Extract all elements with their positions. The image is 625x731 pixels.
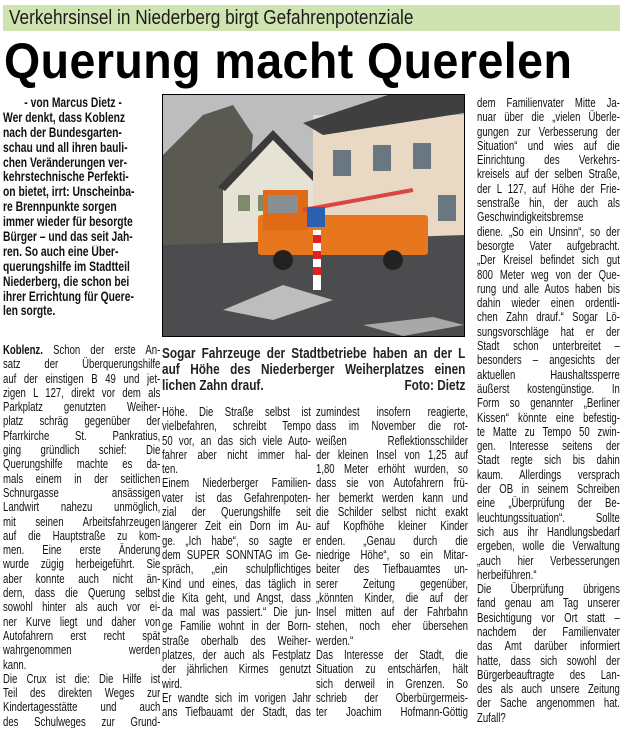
lead-line: immer wieder für besorgte (3, 215, 133, 230)
text-line: besonders – angesichts der (477, 353, 620, 368)
text-line: mit seinen Arbeitsfahrzeugen (3, 514, 160, 529)
text-line: „auch hier Verbesserungen (477, 553, 620, 568)
text-line: Kindertagesstätte und auch (3, 700, 160, 715)
lead-line: re Brennpunkte sorgen (3, 200, 117, 215)
text-line: Die Überprüfung übrigens (477, 582, 620, 597)
text-line: die Schilder selbst nicht exakt (316, 505, 468, 520)
text-line: wahrgenommen werden (3, 643, 160, 658)
text-line: der L 127, auf Höhe der Frie- (477, 181, 620, 196)
text-line: Kissen“ könnte eine befestig- (477, 410, 620, 425)
text-line: Einem Niederberger Familien- (162, 476, 311, 491)
text-line: dem Familienvater Mitte Ja- (477, 96, 620, 110)
text-line: Besichtigung vor Ort statt – (477, 610, 620, 625)
body-column-3 (316, 405, 468, 730)
kicker-band (3, 5, 620, 31)
text-line: platz schräg gegenüber der (3, 414, 160, 429)
text-line: Geschwindigkeitsbremse (477, 210, 584, 225)
text-line: Schnurgasse ansässigen (3, 485, 160, 500)
article-photo (162, 94, 465, 337)
lead-line: schau und all ihren bauli- (3, 140, 128, 155)
text-line: Situation zu entschärfen, hält (316, 662, 468, 677)
text-line: Querungshilfe machte es da- (3, 457, 160, 472)
text-line: des als auch unsere Zeitung (477, 682, 620, 697)
body-column-1 (3, 343, 160, 728)
text-line: mals einem in der seitlichen (3, 471, 160, 486)
lead-line: len sorgte. (3, 304, 56, 319)
text-line: niedrige Höhe“, so ein Mitar- (316, 547, 468, 562)
text-line: dem SUPER SONNTAG im Ge- (162, 547, 311, 562)
body-column-4 (477, 96, 620, 730)
headline: Querung macht Querelen (4, 33, 573, 89)
text-line: herbeiführen.“ (477, 567, 537, 582)
text-line: „könnten Kinder, die auf der (316, 590, 468, 605)
text-line: Das Interesse der Stadt, die (316, 648, 468, 663)
text-line: Kind und eines, das täglich in (162, 576, 311, 591)
text-line: dass sie von Autofahrern frü- (316, 476, 468, 491)
lead-line: chen Veränderungen ver- (3, 155, 128, 170)
text-line: fand genau am Tag unserer (477, 596, 620, 611)
text-line: spräch, „ein schulpflichtiges (162, 562, 311, 577)
text-line: enden. „Genau durch die (316, 533, 468, 548)
text-line: vielbefahren, schreibt Tempo (162, 419, 311, 434)
text-line: ten. (162, 462, 178, 477)
text-line: Höhe. Die Straße selbst ist (162, 405, 311, 419)
text-line: platzes, der auch als Festplatz (162, 648, 311, 663)
text-line: senstraße hin, der auch als (477, 196, 620, 211)
text-line: wurde zügig herbeigeführt. Sie (3, 557, 160, 572)
text-line: dahin wieder einen ordentli- (477, 296, 620, 311)
text-line: gungen zur Verbesserung der (477, 124, 620, 139)
text-line: nuar über die „vielen Überle- (477, 110, 620, 125)
caption-line: auf Höhe des Niederberger Weiherplatzes einen (162, 362, 466, 378)
text-line: nachdem der Familienvater (477, 624, 620, 639)
text-line: kreisels auf der selben Straße, (477, 167, 620, 182)
text-line: gen. Interesse seitens der (477, 439, 620, 454)
text-line: kaum. Allerdings versprach (477, 467, 620, 482)
text-line: da mal was passiert.“ Die jun- (162, 605, 311, 620)
text-line: Bürgerbeauftragte des Lan- (477, 667, 620, 682)
text-line: ans Tiefbauamt der Stadt, das (162, 705, 311, 720)
text-line: das Amt darüber informiert (477, 639, 620, 654)
text-line: Zufall? (477, 710, 506, 725)
text-line: zigen L 127, direkt vor dem als (3, 385, 160, 400)
dateline: Koblenz. (3, 343, 43, 357)
body-column-2 (162, 405, 311, 730)
lead-line: Bürger – und das seit Jah- (3, 230, 133, 245)
text-line: beiter des Tiefbauamtes un- (316, 562, 468, 577)
text-line: Teil des direkten Weges zur (3, 686, 160, 701)
text-line: ging gründlich schief: Die (3, 443, 160, 458)
text-line: dern, dass die Querung selbst (3, 586, 160, 601)
text-line: Stadt schon unterbreitet – (477, 339, 620, 354)
text-line: Pfarrkirche St. Pankratius, (3, 428, 160, 443)
lead-line: ren. So auch eine Über- (3, 244, 119, 259)
text-line: auf der einstigen B 49 und jet- (3, 371, 160, 386)
text-line: serer Zeitung gegenüber, (316, 576, 468, 591)
text-line: Er wandte sich im vorigen Jahr (162, 690, 311, 705)
text-line: Situation“ und wies auf die (477, 138, 620, 153)
text-line: eine „Überprüfung der Be- (477, 496, 620, 511)
text-line: zial der Querungshilfe seit (162, 505, 311, 520)
text-line: Die Crux ist die: Die Hilfe ist (3, 671, 160, 686)
text-line: der Sache angenommen hat. (477, 696, 620, 711)
text-line: men. Eine erste Änderung (3, 543, 160, 558)
text-line: kann. (3, 657, 27, 672)
text-line: vater ist das Gefahrenpoten- (162, 490, 311, 505)
text-line: straße oberhalb des Weiher- (162, 633, 311, 648)
text-line: weißen Reflektionsschilder (316, 433, 468, 448)
text-line: des Schulweges zur Grund- (3, 714, 160, 728)
text-line: 50 vor, an das sich viele Auto- (162, 433, 311, 448)
lead-line: Wer denkt, dass Koblenz (3, 110, 126, 125)
text-line: te Matte zu Tempo 50 zwin- (477, 424, 620, 439)
text-line: Autofahrern erst recht spät (3, 628, 160, 643)
lead-line: kehrstechnische Perfekti- (3, 170, 129, 185)
kicker-text: Verkehrsinsel in Niederberg birgt Gefahrenpotenziale (9, 7, 414, 29)
text-line: sowohl hinter als auch vor ei- (3, 600, 160, 615)
caption-line: Sogar Fahrzeuge der Stadtbetriebe haben an der L (162, 346, 466, 362)
text-line: auf Kopfhöhe kleiner Kinder (316, 519, 468, 534)
text-line: die Kita geht, und Angst, dass (162, 590, 311, 605)
lead-line: ihrer Errichtung für Quere- (3, 289, 134, 304)
text-line: her bemerkt werden kann und (316, 490, 468, 505)
lead-line: nach der Bundesgarten- (3, 125, 122, 140)
text-line: auf die Hauptstraße zu kom- (3, 528, 160, 543)
text-line: sich aus ihr Handlungsbedarf (477, 524, 620, 539)
text-line: fahrer aber nicht immer hal- (162, 447, 311, 462)
street-scene-image (163, 95, 464, 336)
text-line: chen Zahn drauf.“ Sogar Lö- (477, 310, 620, 325)
text-line: rung und alle Autos haben bis (477, 281, 620, 296)
text-line: Form so genannter „Berliner (477, 396, 620, 411)
text-line-rest: Schon der erste An- (42, 343, 160, 357)
photo-credit: Foto: Dietz (404, 378, 466, 394)
text-line: aktuellen Haushaltssperre (477, 367, 620, 382)
text-line: 1,80 Meter erhöht wurden, so (316, 462, 468, 477)
text-line: leuchtungssituation“. Sollte (477, 510, 620, 525)
text-line: der jährlichen Kirmes genutzt (162, 662, 311, 677)
text-line: zumindest insofern reagierte, (316, 405, 468, 419)
article-lead (3, 96, 160, 326)
text-line: ergeben, wolle die Verwaltung (477, 539, 620, 554)
text-line: äußerst kostengünstige. In (477, 381, 620, 396)
text-line: stehen, noch eher übersehen (316, 619, 468, 634)
text-line: werden.“ (316, 633, 354, 648)
text-line: „Der Kreisel befindet sich gut (477, 253, 620, 268)
text-line: längerer Zeit ein Dorn im Au- (162, 519, 311, 534)
text-line: 800 Meter weg von der Que- (477, 267, 620, 282)
lead-line: Niederberg, die schon bei (3, 274, 130, 289)
text-line: Einrichtung des Verkehrs- (477, 153, 620, 168)
text-line: Insel mitten auf der Fahrbahn (316, 605, 468, 620)
text-line: ge Familie wohnt in der Born- (162, 619, 311, 634)
text-line: ner Kurve liegt und daher von (3, 614, 160, 629)
text-line: sungsvorschläge hat er der (477, 324, 620, 339)
text-line: diene. „So ein Unsinn“, so der (477, 224, 620, 239)
text-line: der kleinen Insel von 1,25 auf (316, 447, 468, 462)
text-line (3, 343, 160, 357)
text-line: der OB in seinem Schreiben (477, 482, 620, 497)
text-line: sich derweil in Grenzen. So (316, 676, 468, 691)
text-line: Parkplatz genutzten Weiher- (3, 400, 160, 415)
text-line: wird. (162, 676, 183, 691)
text-line: ge. „Ich habe“, so sagte er (162, 533, 311, 548)
photo-caption (162, 346, 465, 394)
text-line: Landwirt nahezu unmöglich, (3, 500, 160, 515)
text-line: aber konnte auch nicht än- (3, 571, 160, 586)
text-line: besorgte Vater aufgebracht. (477, 238, 620, 253)
text-line: dass im November die rot- (316, 419, 468, 434)
text-line: ter Joachim Hofmann-Göttig (316, 705, 468, 720)
caption-line: lichen Zahn drauf. (162, 378, 264, 394)
text-line: satz der Überquerungshilfe (3, 357, 160, 372)
text-line: schrieb der Oberbürgermeis- (316, 690, 468, 705)
text-line: Stadt regte sich bis dahin (477, 453, 620, 468)
lead-line: querungshilfe im Stadtteil (3, 259, 130, 274)
lead-line: on bietet, irrt: Unscheinba- (3, 185, 135, 200)
text-line: hatte, dass sich sowohl der (477, 653, 620, 668)
byline: - von Marcus Dietz - (24, 96, 122, 110)
